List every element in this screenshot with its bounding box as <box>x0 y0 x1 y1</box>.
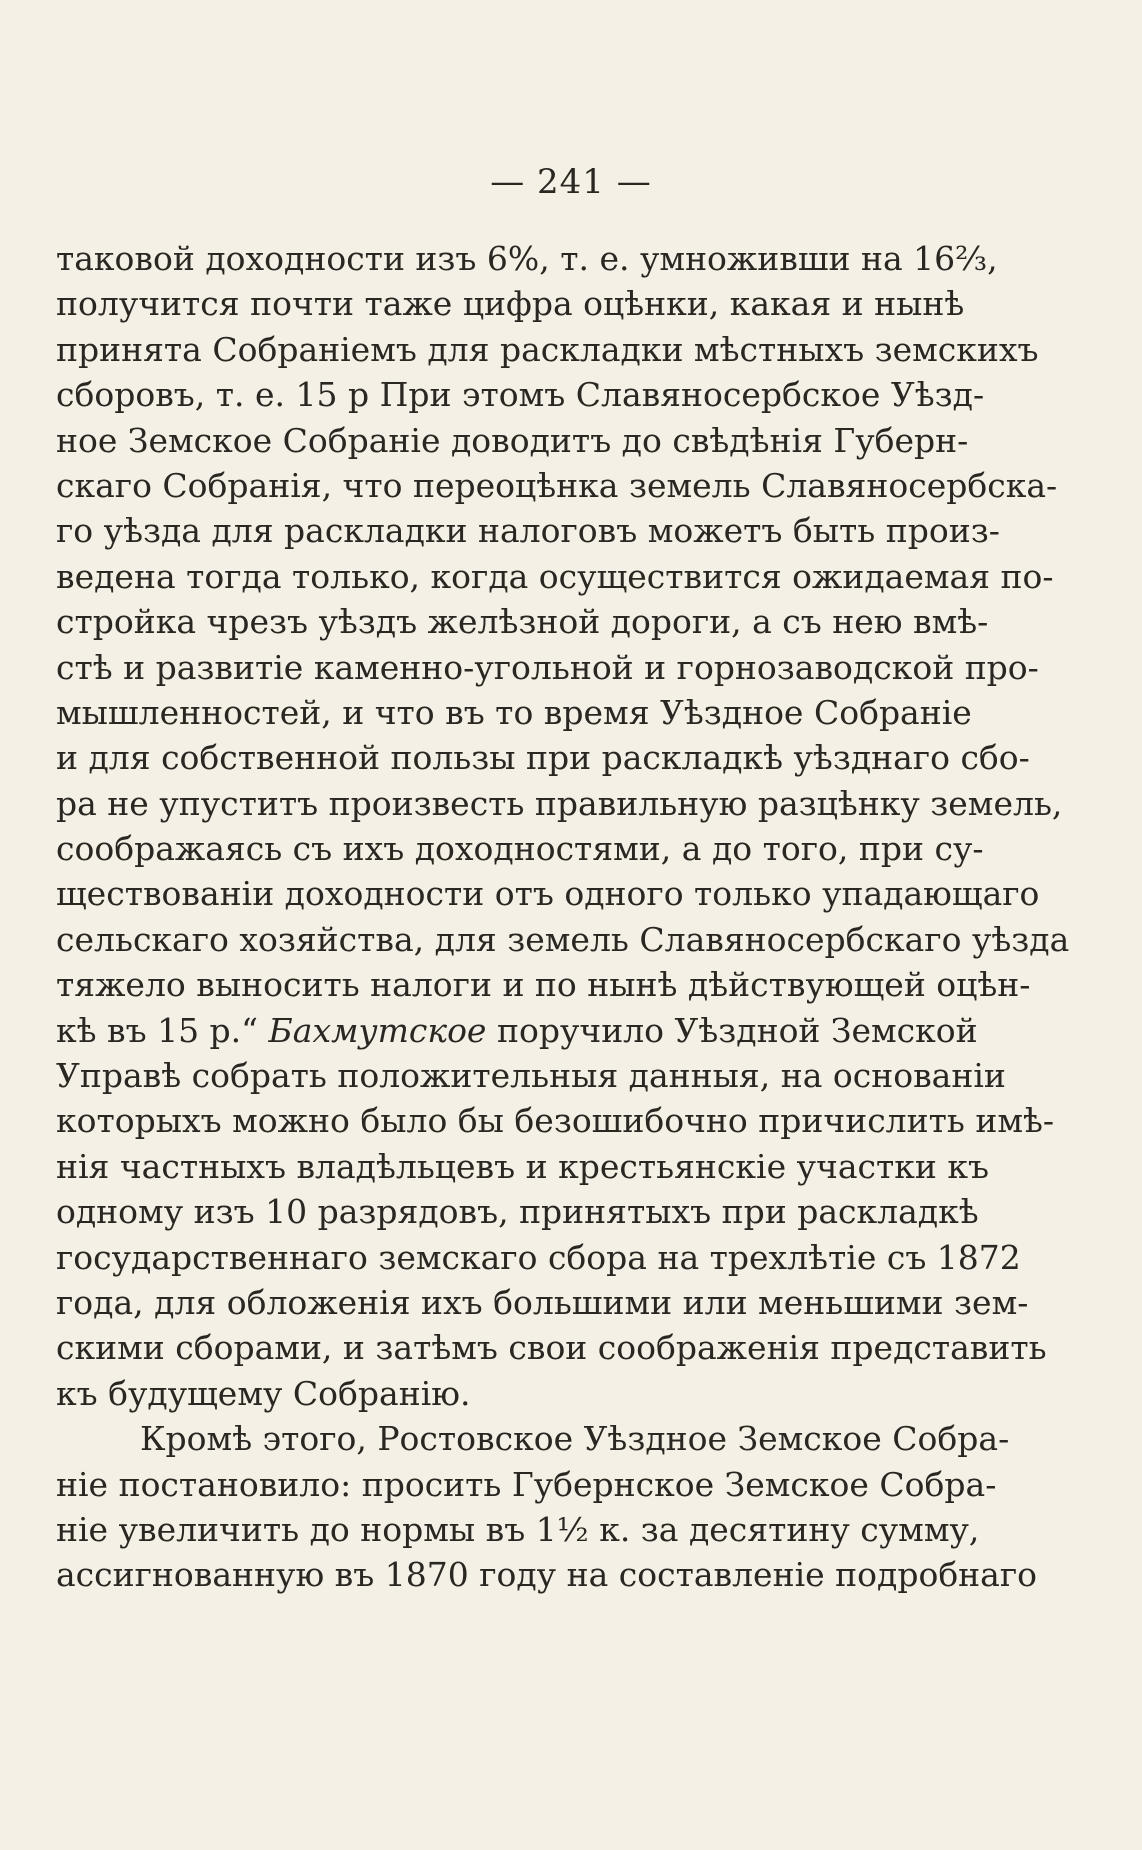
text-line: сельскаго хозяйства, для земель Славяносербскаго уѣзда <box>56 919 1070 959</box>
text-line: сборовъ, т. е. 15 р При этомъ Славяносербское Уѣзд- <box>56 375 985 415</box>
text-line: таковой доходности изъ 6%, т. е. умноживши на 16⅔, <box>56 239 998 278</box>
text-line-paragraph-end: къ будущему Собранію. <box>56 1373 471 1413</box>
page-number: — 241 — <box>490 162 652 202</box>
text-line: стѣ и развитіе каменно-угольной и горнозаводской про- <box>56 647 1039 687</box>
text-line: принята Собраніемъ для раскладки мѣстныхъ земскихъ <box>56 329 1039 369</box>
line-text-before: кѣ въ 15 р.“ <box>56 1010 259 1050</box>
text-line: ніе увеличить до нормы въ 1½ к. за десятину сумму, <box>56 1509 980 1549</box>
text-line: года, для обложенія ихъ большими или меньшими зем- <box>56 1282 1029 1322</box>
text-line: и для собственной пользы при раскладкѣ уѣзднаго сбо- <box>56 738 1030 778</box>
text-line: ное Земское Собраніе доводитъ до свѣдѣнія Губерн- <box>56 420 969 460</box>
text-line-paragraph-start: Кромѣ этого, Ростовское Уѣздное Земское Собра- <box>140 1419 1010 1459</box>
text-line: которыхъ можно было бы безошибочно причислить имѣ- <box>56 1101 1055 1141</box>
text-line: скими сборами, и затѣмъ свои соображенія представить <box>56 1328 1047 1368</box>
text-line: государственнаго земскаго сбора на трехлѣтіе съ 1872 <box>56 1237 1021 1277</box>
body-text <box>56 236 1070 1598</box>
text-line: нія частныхъ владѣльцевъ и крестьянскіе участки къ <box>56 1146 989 1186</box>
italic-district-name: Бахмутское <box>268 1010 487 1050</box>
text-line: ассигнованную въ 1870 году на составленіе подробнаго <box>56 1555 1038 1595</box>
text-line: тяжело выносить налоги и по нынѣ дѣйствующей оцѣн- <box>56 965 1031 1005</box>
text-line <box>56 1008 978 1053</box>
text-line: одному изъ 10 разрядовъ, принятыхъ при раскладкѣ <box>56 1192 979 1232</box>
text-line: ніе постановило: просить Губернское Земское Собра- <box>56 1464 997 1504</box>
text-line: соображаясь съ ихъ доходностями, а до того, при су- <box>56 829 984 869</box>
text-line: ведена тогда только, когда осуществится ожидаемая по- <box>56 556 1054 596</box>
text-line: го уѣзда для раскладки налоговъ можетъ быть произ- <box>56 511 1000 551</box>
text-line: мышленностей, и что въ то время Уѣздное Собраніе <box>56 692 972 732</box>
text-line: скаго Собранія, что переоцѣнка земель Славяносербска- <box>56 465 1058 505</box>
text-line: ра не упуститъ произвесть правильную разцѣнку земель, <box>56 783 1063 823</box>
text-line: получится почти таже цифра оцѣнки, какая и нынѣ <box>56 284 965 324</box>
text-line: ществованіи доходности отъ одного только упадающаго <box>56 874 1040 914</box>
text-line: Управѣ собрать положительныя данныя, на основаніи <box>56 1056 1006 1096</box>
line-text-after: поручило Уѣздной Земской <box>496 1010 978 1050</box>
text-line: стройка чрезъ уѣздъ желѣзной дороги, а съ нею вмѣ- <box>56 602 989 642</box>
